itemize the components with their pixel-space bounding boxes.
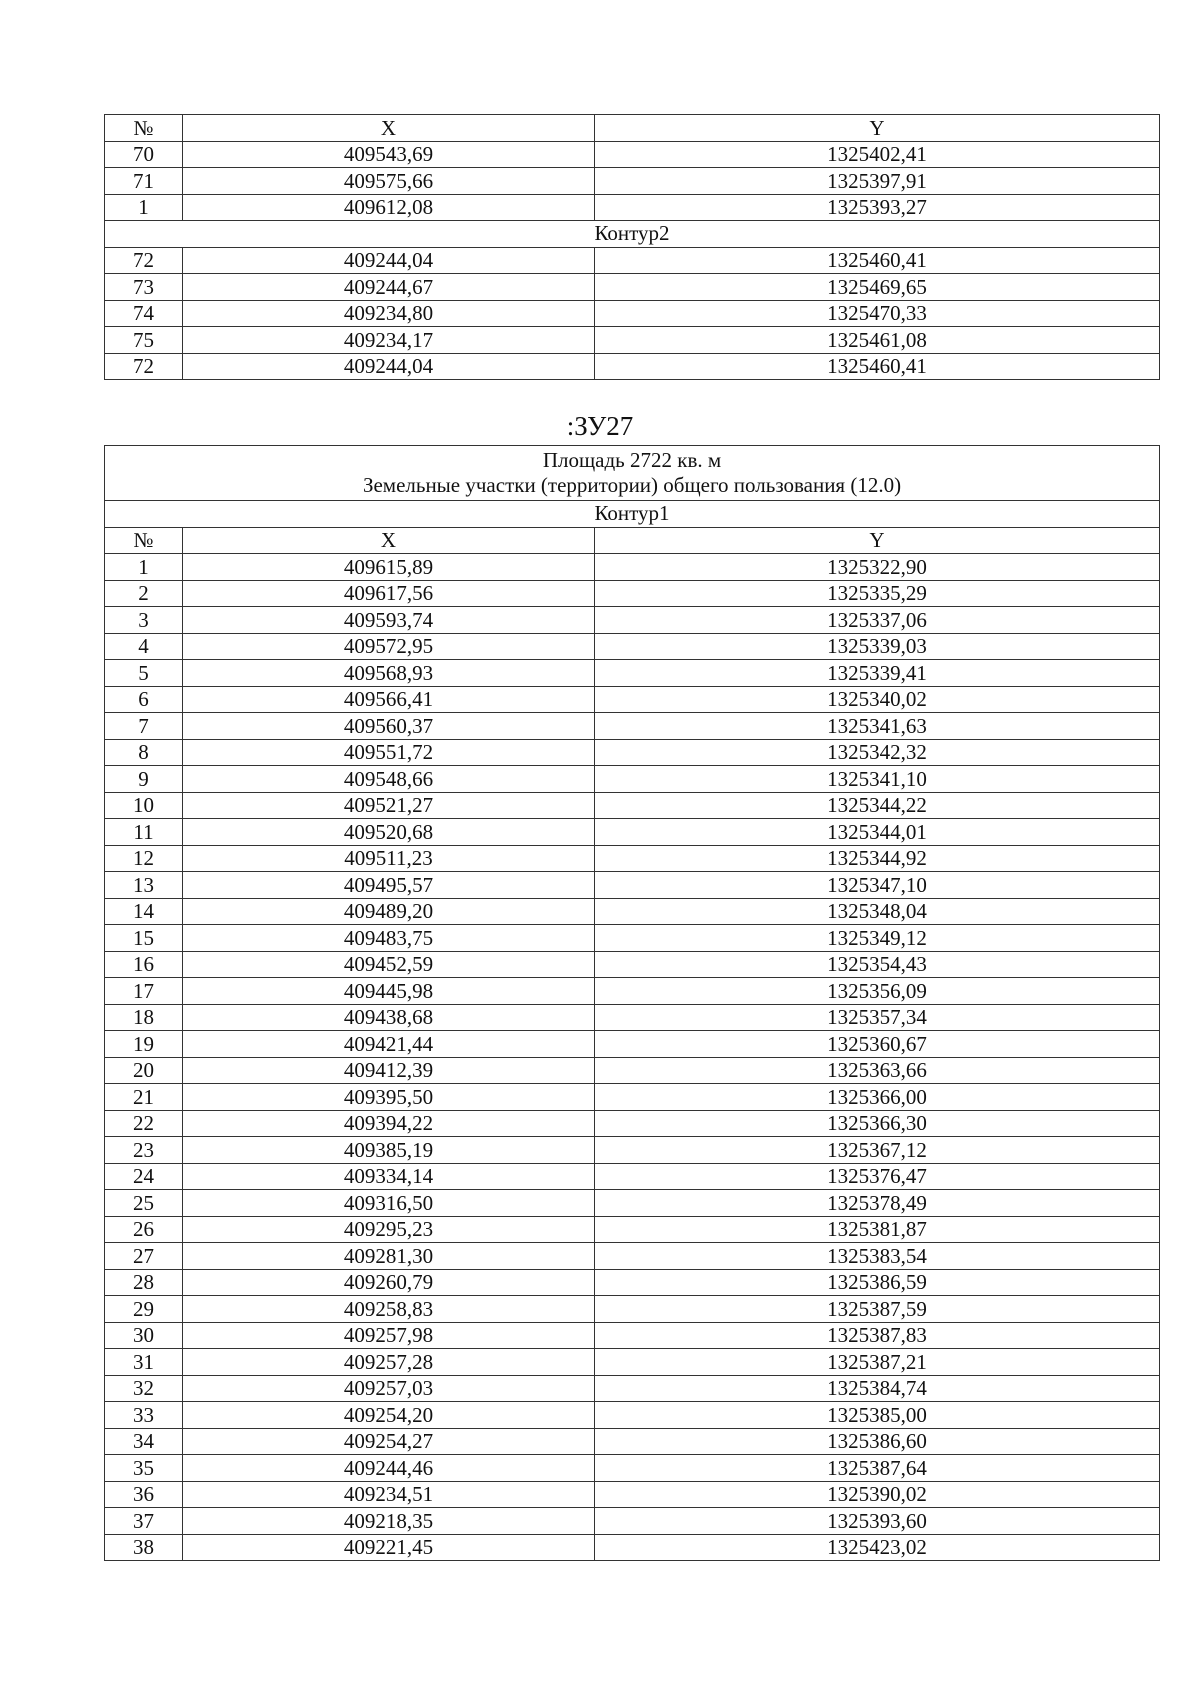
- table-row: [105, 739, 1160, 766]
- table-row: [105, 580, 1160, 607]
- y-coordinate-cell: 1325322,90: [595, 554, 1160, 581]
- y-coordinate-cell: 1325341,63: [595, 713, 1160, 740]
- table-row: [105, 274, 1160, 301]
- point-number-cell: 27: [105, 1243, 183, 1270]
- x-coordinate-cell: 409483,75: [183, 925, 595, 952]
- y-coordinate-cell: 1325335,29: [595, 580, 1160, 607]
- x-coordinate-cell: 409543,69: [183, 141, 595, 168]
- y-coordinate-cell: 1325349,12: [595, 925, 1160, 952]
- y-coordinate-cell: 1325342,32: [595, 739, 1160, 766]
- point-number-cell: 37: [105, 1508, 183, 1535]
- table-row: [105, 819, 1160, 846]
- table-row: [105, 327, 1160, 354]
- y-coordinate-cell: 1325376,47: [595, 1163, 1160, 1190]
- table-row: [105, 978, 1160, 1005]
- table-header-row: [105, 115, 1160, 142]
- point-number-cell: 71: [105, 168, 183, 195]
- point-number-cell: 22: [105, 1110, 183, 1137]
- point-number-cell: 35: [105, 1455, 183, 1482]
- x-coordinate-cell: 409260,79: [183, 1269, 595, 1296]
- x-coordinate-cell: 409234,17: [183, 327, 595, 354]
- point-number-cell: 16: [105, 951, 183, 978]
- point-number-cell: 19: [105, 1031, 183, 1058]
- point-number-cell: 34: [105, 1428, 183, 1455]
- x-coordinate-cell: 409258,83: [183, 1296, 595, 1323]
- y-coordinate-cell: 1325460,41: [595, 247, 1160, 274]
- plot-info-row: [105, 446, 1160, 501]
- table-row: [105, 1163, 1160, 1190]
- table-row: [105, 1481, 1160, 1508]
- y-coordinate-cell: 1325363,66: [595, 1057, 1160, 1084]
- table-row: [105, 633, 1160, 660]
- x-coordinate-cell: 409257,98: [183, 1322, 595, 1349]
- x-coordinate-cell: 409257,03: [183, 1375, 595, 1402]
- table-row: [105, 1428, 1160, 1455]
- y-coordinate-cell: 1325344,01: [595, 819, 1160, 846]
- table-row: [105, 1322, 1160, 1349]
- table-row: [105, 1349, 1160, 1376]
- y-coordinate-cell: 1325470,33: [595, 300, 1160, 327]
- point-number-cell: 23: [105, 1137, 183, 1164]
- table-row: [105, 766, 1160, 793]
- y-coordinate-cell: 1325387,64: [595, 1455, 1160, 1482]
- table-1-body-b: [105, 221, 1160, 380]
- y-coordinate-cell: 1325341,10: [595, 766, 1160, 793]
- point-number-cell: 11: [105, 819, 183, 846]
- y-coordinate-cell: 1325356,09: [595, 978, 1160, 1005]
- point-number-cell: 5: [105, 660, 183, 687]
- plot-coordinates-table: [104, 445, 1160, 1561]
- table-row: [105, 1084, 1160, 1111]
- y-coordinate-cell: 1325360,67: [595, 1031, 1160, 1058]
- x-coordinate-cell: 409560,37: [183, 713, 595, 740]
- y-coordinate-cell: 1325386,59: [595, 1269, 1160, 1296]
- x-coordinate-cell: 409218,35: [183, 1508, 595, 1535]
- x-coordinate-cell: 409521,27: [183, 792, 595, 819]
- x-coordinate-cell: 409566,41: [183, 686, 595, 713]
- x-coordinate-cell: 409234,80: [183, 300, 595, 327]
- x-coordinate-cell: 409551,72: [183, 739, 595, 766]
- table-row: [105, 1031, 1160, 1058]
- table-row: [105, 1269, 1160, 1296]
- x-coordinate-cell: 409615,89: [183, 554, 595, 581]
- table-row: [105, 353, 1160, 380]
- x-coordinate-cell: 409244,67: [183, 274, 595, 301]
- coordinates-table-continuation: [104, 114, 1160, 380]
- y-coordinate-cell: 1325357,34: [595, 1004, 1160, 1031]
- x-coordinate-cell: 409452,59: [183, 951, 595, 978]
- point-number-cell: 26: [105, 1216, 183, 1243]
- point-number-cell: 30: [105, 1322, 183, 1349]
- y-coordinate-cell: 1325460,41: [595, 353, 1160, 380]
- point-number-cell: 72: [105, 353, 183, 380]
- point-number-cell: 10: [105, 792, 183, 819]
- y-coordinate-cell: 1325339,41: [595, 660, 1160, 687]
- table-row: [105, 1375, 1160, 1402]
- y-coordinate-cell: 1325385,00: [595, 1402, 1160, 1429]
- table-1-body-a: [105, 115, 1160, 221]
- plot-use: Земельные участки (территории) общего пользования (12.0): [362, 473, 902, 497]
- point-number-cell: 75: [105, 327, 183, 354]
- point-number-cell: 29: [105, 1296, 183, 1323]
- x-coordinate-cell: 409412,39: [183, 1057, 595, 1084]
- x-coordinate-cell: 409511,23: [183, 845, 595, 872]
- point-number-cell: 38: [105, 1534, 183, 1561]
- header-num: №: [105, 527, 183, 554]
- x-coordinate-cell: 409575,66: [183, 168, 595, 195]
- point-number-cell: 7: [105, 713, 183, 740]
- x-coordinate-cell: 409257,28: [183, 1349, 595, 1376]
- y-coordinate-cell: 1325344,22: [595, 792, 1160, 819]
- table-row: [105, 1057, 1160, 1084]
- point-number-cell: 25: [105, 1190, 183, 1217]
- point-number-cell: 15: [105, 925, 183, 952]
- table-row: [105, 660, 1160, 687]
- x-coordinate-cell: 409421,44: [183, 1031, 595, 1058]
- y-coordinate-cell: 1325337,06: [595, 607, 1160, 634]
- point-number-cell: 70: [105, 141, 183, 168]
- x-coordinate-cell: 409244,46: [183, 1455, 595, 1482]
- table-row: [105, 1137, 1160, 1164]
- point-number-cell: 24: [105, 1163, 183, 1190]
- x-coordinate-cell: 409438,68: [183, 1004, 595, 1031]
- y-coordinate-cell: 1325397,91: [595, 168, 1160, 195]
- point-number-cell: 4: [105, 633, 183, 660]
- point-number-cell: 13: [105, 872, 183, 899]
- x-coordinate-cell: 409334,14: [183, 1163, 595, 1190]
- x-coordinate-cell: 409281,30: [183, 1243, 595, 1270]
- x-coordinate-cell: 409254,27: [183, 1428, 595, 1455]
- point-number-cell: 33: [105, 1402, 183, 1429]
- x-coordinate-cell: 409568,93: [183, 660, 595, 687]
- table-row: [105, 1534, 1160, 1561]
- y-coordinate-cell: 1325469,65: [595, 274, 1160, 301]
- point-number-cell: 32: [105, 1375, 183, 1402]
- plot-info-cell: [105, 446, 1160, 501]
- x-coordinate-cell: 409316,50: [183, 1190, 595, 1217]
- x-coordinate-cell: 409244,04: [183, 247, 595, 274]
- y-coordinate-cell: 1325354,43: [595, 951, 1160, 978]
- x-coordinate-cell: 409548,66: [183, 766, 595, 793]
- y-coordinate-cell: 1325348,04: [595, 898, 1160, 925]
- x-coordinate-cell: 409445,98: [183, 978, 595, 1005]
- x-coordinate-cell: 409489,20: [183, 898, 595, 925]
- point-number-cell: 28: [105, 1269, 183, 1296]
- table-row: [105, 713, 1160, 740]
- y-coordinate-cell: 1325366,00: [595, 1084, 1160, 1111]
- point-number-cell: 73: [105, 274, 183, 301]
- x-coordinate-cell: 409593,74: [183, 607, 595, 634]
- contour-row: [105, 221, 1160, 248]
- point-number-cell: 14: [105, 898, 183, 925]
- x-coordinate-cell: 409385,19: [183, 1137, 595, 1164]
- x-coordinate-cell: 409617,56: [183, 580, 595, 607]
- table-row: [105, 1455, 1160, 1482]
- table-row: [105, 1190, 1160, 1217]
- table-row: [105, 1508, 1160, 1535]
- x-coordinate-cell: 409612,08: [183, 194, 595, 221]
- y-coordinate-cell: 1325387,21: [595, 1349, 1160, 1376]
- header-num: №: [105, 115, 183, 142]
- y-coordinate-cell: 1325461,08: [595, 327, 1160, 354]
- contour-label: Контур1: [105, 501, 1160, 528]
- point-number-cell: 72: [105, 247, 183, 274]
- table-row: [105, 1110, 1160, 1137]
- x-coordinate-cell: 409234,51: [183, 1481, 595, 1508]
- table-row: [105, 247, 1160, 274]
- point-number-cell: 12: [105, 845, 183, 872]
- y-coordinate-cell: 1325393,60: [595, 1508, 1160, 1535]
- point-number-cell: 3: [105, 607, 183, 634]
- y-coordinate-cell: 1325344,92: [595, 845, 1160, 872]
- point-number-cell: 1: [105, 554, 183, 581]
- point-number-cell: 36: [105, 1481, 183, 1508]
- header-y: Y: [595, 115, 1160, 142]
- header-y: Y: [595, 527, 1160, 554]
- table-2-body: [105, 446, 1160, 1561]
- table-row: [105, 925, 1160, 952]
- point-number-cell: 9: [105, 766, 183, 793]
- point-number-cell: 8: [105, 739, 183, 766]
- header-x: X: [183, 115, 595, 142]
- y-coordinate-cell: 1325387,59: [595, 1296, 1160, 1323]
- y-coordinate-cell: 1325386,60: [595, 1428, 1160, 1455]
- x-coordinate-cell: 409295,23: [183, 1216, 595, 1243]
- y-coordinate-cell: 1325423,02: [595, 1534, 1160, 1561]
- table-header-row: [105, 527, 1160, 554]
- y-coordinate-cell: 1325390,02: [595, 1481, 1160, 1508]
- y-coordinate-cell: 1325402,41: [595, 141, 1160, 168]
- table-row: [105, 1296, 1160, 1323]
- y-coordinate-cell: 1325387,83: [595, 1322, 1160, 1349]
- table-row: [105, 1243, 1160, 1270]
- table-row: [105, 792, 1160, 819]
- header-x: X: [183, 527, 595, 554]
- table-row: [105, 1402, 1160, 1429]
- table-row: [105, 141, 1160, 168]
- table-row: [105, 194, 1160, 221]
- table-row: [105, 951, 1160, 978]
- contour-row: [105, 501, 1160, 528]
- table-row: [105, 872, 1160, 899]
- table-row: [105, 1216, 1160, 1243]
- table-row: [105, 607, 1160, 634]
- x-coordinate-cell: 409572,95: [183, 633, 595, 660]
- point-number-cell: 6: [105, 686, 183, 713]
- x-coordinate-cell: 409495,57: [183, 872, 595, 899]
- point-number-cell: 74: [105, 300, 183, 327]
- y-coordinate-cell: 1325384,74: [595, 1375, 1160, 1402]
- point-number-cell: 2: [105, 580, 183, 607]
- x-coordinate-cell: 409395,50: [183, 1084, 595, 1111]
- y-coordinate-cell: 1325381,87: [595, 1216, 1160, 1243]
- x-coordinate-cell: 409221,45: [183, 1534, 595, 1561]
- y-coordinate-cell: 1325339,03: [595, 633, 1160, 660]
- x-coordinate-cell: 409244,04: [183, 353, 595, 380]
- table-row: [105, 845, 1160, 872]
- x-coordinate-cell: 409520,68: [183, 819, 595, 846]
- point-number-cell: 20: [105, 1057, 183, 1084]
- point-number-cell: 18: [105, 1004, 183, 1031]
- y-coordinate-cell: 1325367,12: [595, 1137, 1160, 1164]
- contour-label: Контур2: [105, 221, 1160, 248]
- y-coordinate-cell: 1325383,54: [595, 1243, 1160, 1270]
- y-coordinate-cell: 1325378,49: [595, 1190, 1160, 1217]
- x-coordinate-cell: 409394,22: [183, 1110, 595, 1137]
- y-coordinate-cell: 1325347,10: [595, 872, 1160, 899]
- table-row: [105, 300, 1160, 327]
- y-coordinate-cell: 1325366,30: [595, 1110, 1160, 1137]
- plot-area: Площадь 2722 кв. м: [542, 448, 722, 472]
- y-coordinate-cell: 1325393,27: [595, 194, 1160, 221]
- table-row: [105, 554, 1160, 581]
- table-row: [105, 168, 1160, 195]
- point-number-cell: 31: [105, 1349, 183, 1376]
- point-number-cell: 21: [105, 1084, 183, 1111]
- y-coordinate-cell: 1325340,02: [595, 686, 1160, 713]
- point-number-cell: 17: [105, 978, 183, 1005]
- plot-title: :ЗУ27: [566, 411, 634, 441]
- table-row: [105, 898, 1160, 925]
- table-row: [105, 1004, 1160, 1031]
- x-coordinate-cell: 409254,20: [183, 1402, 595, 1429]
- point-number-cell: 1: [105, 194, 183, 221]
- table-row: [105, 686, 1160, 713]
